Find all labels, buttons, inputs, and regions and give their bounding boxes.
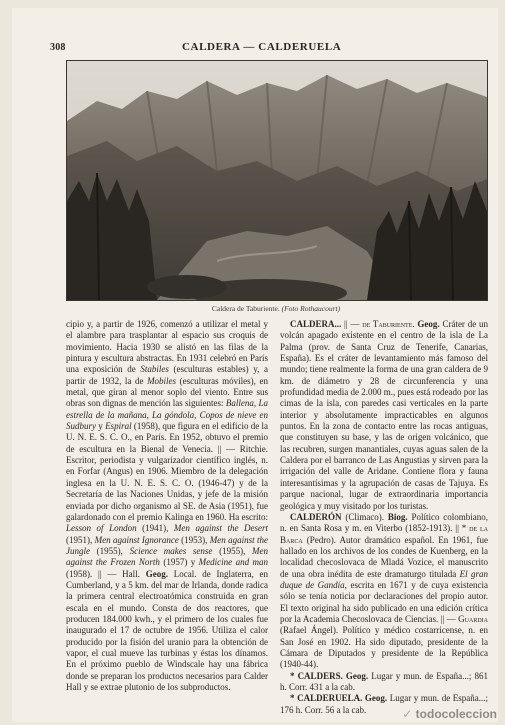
- book-page: [12, 8, 498, 722]
- running-head: CALDERA — CALDERUELA: [182, 41, 342, 53]
- watermark-text: todocoleccion: [415, 707, 497, 721]
- photo-caption: [66, 304, 486, 313]
- entry-calderon: CALDERÓN (Climaco). Biog. Político colombiano, n. en Santa Rosa y m. en Viterbo (1852-1913). || * de la Barca (Pedro). Autor dramático español. En 1961, fue hallado en los archivos de los condes de Kuenberg, en la localidad checoslovaca de Mladá Vozice, el manuscrito de una obra inédita de este dramaturgo titulada El gran duque de Gandía, escrita en 1671 y de cuya existencia sólo se tenía noticia por declaraciones del propio autor. El texto original ha sido publicado en una edición crítica por la Academia Checoslovaca de Ciencias. || — Guardia (Rafael Ángel). Político y médico costarricense, n. en San José en 1902. Ha sido diputado, presidente de la Cámara de Diputados y presidente de la República (1940-44).: [280, 511, 489, 670]
- watermark: [402, 707, 497, 721]
- page-number: 308: [50, 42, 66, 53]
- caption-credit: (Foto Rothaucourt): [281, 304, 341, 313]
- entry-calders: * CALDERS. Geog. Lugar y mun. de España...; 861 h. Corr. 431 a la cab.: [280, 670, 488, 692]
- caption-text: Caldera de Taburiente.: [211, 304, 280, 313]
- entry-caldera: CALDERA... || — de Taburiente. Geog. Cráter de un volcán apagado existente en el centro de la isla de La Palma (prov. de Santa Cruz de Tenerife, Canarias, España). Es el cráter de levantamiento más famoso del mundo; tiene realmente la forma de una gran caldera de 9 km. de diámetro y 28 de circunferencia y una profundidad media de 2.000 m., pues está rodeado por las cimas de la isla, con paredes casi verticales en la parte interior y absolutamente impracticables en algunos puntos. En la zona de contacto entre las rocas antiguas, que constituyen su base, y las de origen volcánico, que las recubren, surgen manantiales, cuyas aguas salen de la Caldera por el barranco de Las Angustias y sirven para la irrigación del valle de Aridane. Contiene flora y fauna interesantísimas y la agrupación de casas de Tajuya. Es parque nacional, lugar de extraordinaria importancia geológica y muy visitado por los turistas.: [280, 319, 488, 511]
- right-column: [280, 319, 488, 716]
- landscape-photo: [66, 60, 488, 301]
- checkmark-icon: ✓: [402, 707, 413, 721]
- left-column: [66, 319, 268, 693]
- calder-continuation-paragraph: cipio y, a partir de 1926, comenzó a utilizar el metal y el alambre para trasplantar al espacio sus croquis de movimiento. Hacia 1930 se alistó en las filas de la pintura y escultura abstractas. En 1931 celebró en París una exposición de Stabiles (esculturas estables) y, a partir de 1932, la de Mobiles (esculturas móviles), en metal, que giran al menor soplo del viento. Entre sus obras son dignas de mención las siguientes: Ballena, La estrella de la mañana, La góndola, Copos de nieve en Sudbury y Espiral (1958), que figura en el edificio de la U. N. E. S. C. O., en París. En 1952, obtuvo el premio de escultura en la Bienal de Venecia. || — Ritchie. Escritor, periodista y vulgarizador científico inglés, n. en Forfar (Angus) en 1906. Miembro de la delegación inglesa en la U. N. E. S. C. O. (1946-47) y de la Secretaría de las Naciones Unidas, y jefe de la misión enviada por dicho organismo al SE. de Asia (1951), fue galardonado con el premio Kalinga en 1960. Ha escrito: Lesson of London (1941), Men against the Desert (1951), Men against Ignorance (1953), Men against the Jungle (1955), Science makes sense (1955), Men against the Frozen North (1957) y Medicine and man (1958). || — Hall. Geog. Local. de Inglaterra, en Cumberland, y a 5 km. del mar de Irlanda, donde radica la primera central electroatómica construida en gran escala en el mundo. Consta de dos reactores, que producen 184.000 kwh., y el primero de los cuales fue inaugurado el 17 de octubre de 1956. Utiliza el calor producido por la fisión del uranio para la obtención de vapor, el cual mueve las turbinas y éstas los dínamos. En el próximo pueblo de Windscale hay una fábrica donde se preparan los productos necesarios para Calder Hall y se extrae plutonio de los subproductos.: [66, 319, 269, 692]
- entry-calderuela: * CALDERUELA. Geog. Lugar y mun. de España...; 176 h. Corr. 56 a la cab.: [280, 693, 489, 715]
- caldera-landscape-image: [67, 61, 487, 300]
